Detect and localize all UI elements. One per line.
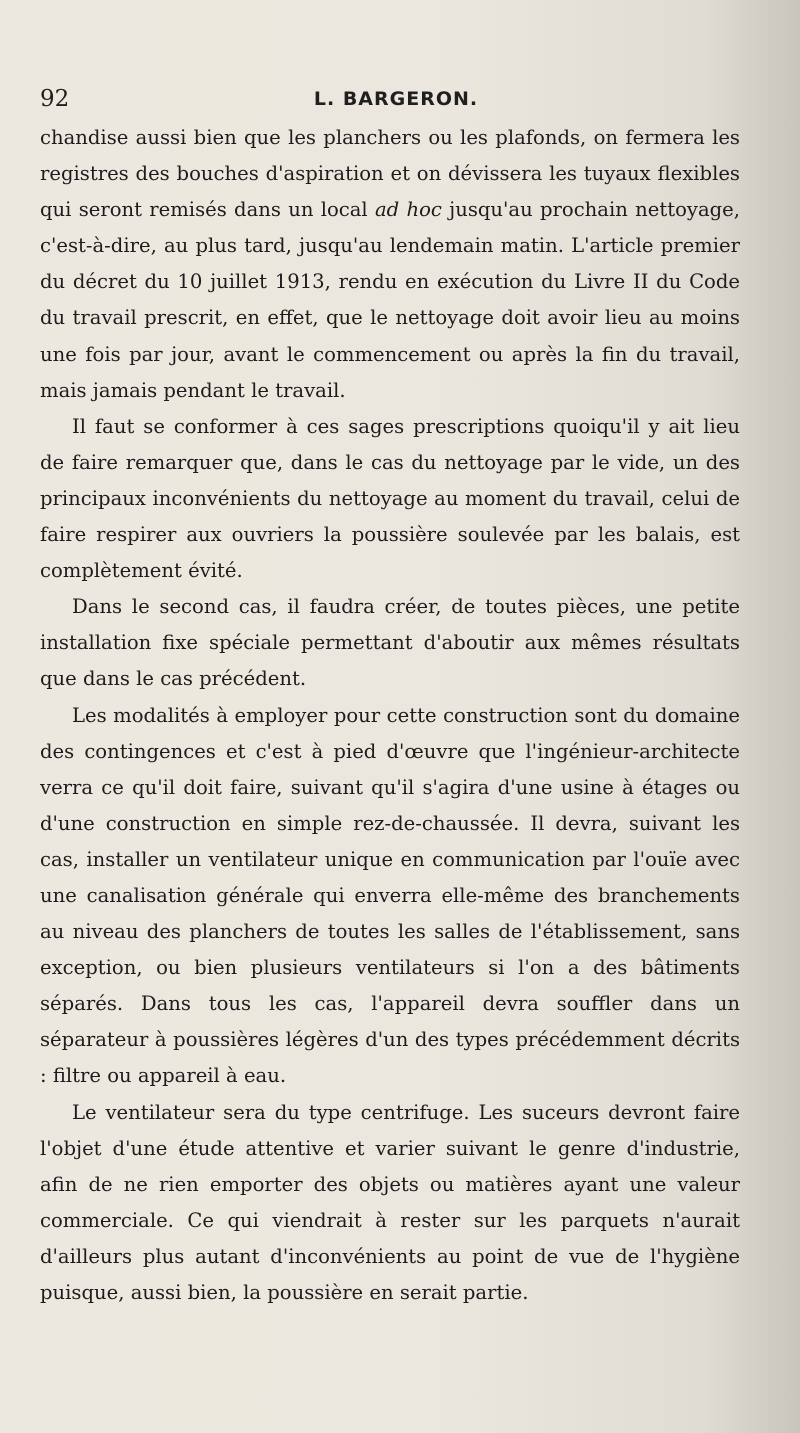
paragraph-text: chandise aussi bien que les planchers ou les plafonds, on fermera les registres des bouches d'aspiration et on dévissera les tuyaux flexibles qui seront remisés dans un local [40, 126, 740, 222]
paragraph: Dans le second cas, il faudra créer, de toutes pièces, une petite installation fixe spéciale permettant d'aboutir aux mêmes résultats que dans le cas précédent. [40, 595, 740, 691]
body-text [40, 120, 740, 1311]
paragraph: Il faut se conformer à ces sages prescriptions quoiqu'il y ait lieu de faire remarquer que, dans le cas du nettoyage par le vide, un des principaux inconvénients du nettoyage au moment du travail, celui de faire respirer aux ouvriers la poussière soulevée par les balais, est complètement évité. [40, 414, 740, 583]
running-head: L. BARGERON. [313, 88, 479, 110]
paragraph: Le ventilateur sera du type centrifuge. Les suceurs devront faire l'objet d'une étude attentive et varier suivant le genre d'industrie, afin de ne rien emporter des objets ou matières ayant une valeur commerciale. Ce qui viendrait à rester sur les parquets n'aurait d'ailleurs plus autant d'inconvénients au point de vue de l'hygiène puisque, aussi bien, la poussière en serait partie. [40, 1100, 740, 1304]
paragraph: Les modalités à employer pour cette construction sont du domaine des contingences et c'est à pied d'œuvre que l'ingénieur-architecte verra ce qu'il doit faire, suivant qu'il s'agira d'une usine à étages ou d'une construction en simple rez-de-chaussée. Il devra, suivant les cas, installer un ventilateur unique en communication par l'ouïe avec une canalisation générale qui enverra elle-même des branchements au niveau des planchers de toutes les salles de l'établissement, sans exception, ou bien plusieurs ventilateurs si l'on a des bâtiments séparés. Dans tous les cas, l'appareil devra souffler dans un séparateur à poussières légères d'un des types précédemment décrits : filtre ou appareil à eau. [40, 703, 740, 1088]
paragraph-text: jusqu'au prochain nettoyage, c'est-à-dire, au plus tard, jusqu'au lendemain matin. L'article premier du décret du 10 juillet 1913, rendu en exécution du Livre II du Code du travail prescrit, en effet, que le nettoyage doit avoir lieu au moins une fois par jour, avant le commencement ou après la fin du travail, mais jamais pendant le travail. [40, 198, 740, 402]
page-header [40, 82, 752, 122]
italic-term: ad hoc [374, 198, 442, 222]
paragraph-continued [40, 120, 740, 409]
page-number: 92 [40, 86, 70, 112]
